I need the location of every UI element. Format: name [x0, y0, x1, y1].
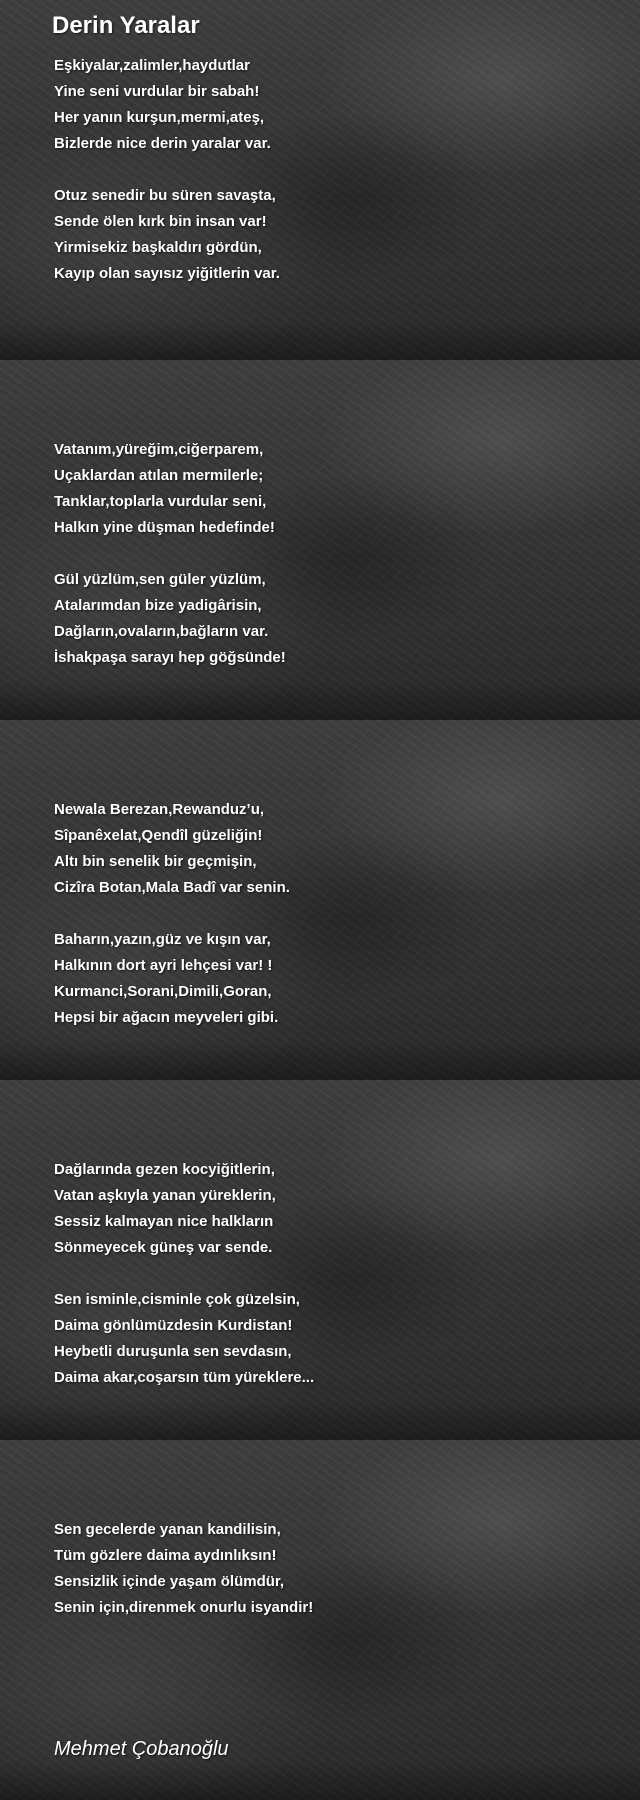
poem-line: Sönmeyecek güneş var sende.	[54, 1239, 273, 1256]
poem-line: Heybetli duruşunla sen sevdasın,	[54, 1343, 292, 1360]
poem-line: Halkının dort ayri lehçesi var! !	[54, 957, 273, 974]
poem-line: Sîpanêxelat,Qendîl güzeliğin!	[54, 827, 263, 844]
poem-title: Derin Yaralar	[52, 12, 200, 39]
poem-line: Her yanın kurşun,mermi,ateş,	[54, 109, 265, 126]
poem-line: İshakpaşa sarayı hep göğsünde!	[54, 649, 286, 666]
poem-line: Daima akar,coşarsın tüm yüreklere...	[54, 1369, 315, 1386]
poem-line: Vatanım,yüreğim,ciğerparem,	[54, 441, 264, 458]
poem-line: Tüm gözlere daima aydınlıksın!	[54, 1547, 277, 1564]
stanza-6	[54, 927, 614, 1031]
poem-line: Uçaklardan atılan mermilerle;	[54, 467, 264, 484]
poem-line: Dağların,ovaların,bağların var.	[54, 623, 269, 640]
poem-line: Kayıp olan sayısız yiğitlerin var.	[54, 265, 280, 282]
poem-line: Eşkiyalar,zalimler,haydutlar	[54, 57, 250, 74]
poem-line: Hepsi bir ağacın meyveleri gibi.	[54, 1009, 279, 1026]
poem-line: Sensizlik içinde yaşam ölümdür,	[54, 1573, 285, 1590]
stanza-5	[54, 797, 614, 901]
stanza-9	[54, 1517, 614, 1621]
poem-line: Senin için,direnmek onurlu isyandir!	[54, 1599, 314, 1616]
poem-line: Newala Berezan,Rewanduz’u,	[54, 801, 265, 818]
poem-line: Dağlarında gezen kocyiğitlerin,	[54, 1161, 275, 1178]
poem-line: Sessiz kalmayan nice halkların	[54, 1213, 274, 1230]
poem-line: Kurmanci,Sorani,Dimili,Goran,	[54, 983, 272, 1000]
poem-line: Baharın,yazın,güz ve kışın var,	[54, 931, 271, 948]
stanza-8	[54, 1287, 614, 1391]
poem-author: Mehmet Çobanoğlu	[54, 1738, 229, 1760]
stanza-2	[54, 183, 614, 287]
stanza-4	[54, 567, 614, 671]
poem-line: Sen isminle,cisminle çok güzelsin,	[54, 1291, 300, 1308]
poem-line: Cizîra Botan,Mala Badî var senin.	[54, 879, 290, 896]
stanza-1	[54, 53, 614, 157]
poem-line: Yine seni vurdular bir sabah!	[54, 83, 260, 100]
poem-line: Yirmisekiz başkaldırı gördün,	[54, 239, 262, 256]
stanza-7	[54, 1157, 614, 1261]
poem-line: Halkın yine düşman hedefinde!	[54, 519, 275, 536]
poem-line: Tanklar,toplarla vurdular seni,	[54, 493, 267, 510]
poem-line: Gül yüzlüm,sen güler yüzlüm,	[54, 571, 266, 588]
poem-line: Atalarımdan bize yadigârisin,	[54, 597, 262, 614]
poem-line: Daima gönlümüzdesin Kurdistan!	[54, 1317, 293, 1334]
poem-line: Otuz senedir bu süren savaşta,	[54, 187, 276, 204]
poem-line: Altı bin senelik bir geçmişin,	[54, 853, 257, 870]
poem-line: Sen gecelerde yanan kandilisin,	[54, 1521, 281, 1538]
poem-line: Sende ölen kırk bin insan var!	[54, 213, 267, 230]
poem-line: Vatan aşkıyla yanan yüreklerin,	[54, 1187, 276, 1204]
stanza-3	[54, 437, 614, 541]
poem-line: Bizlerde nice derin yaralar var.	[54, 135, 271, 152]
